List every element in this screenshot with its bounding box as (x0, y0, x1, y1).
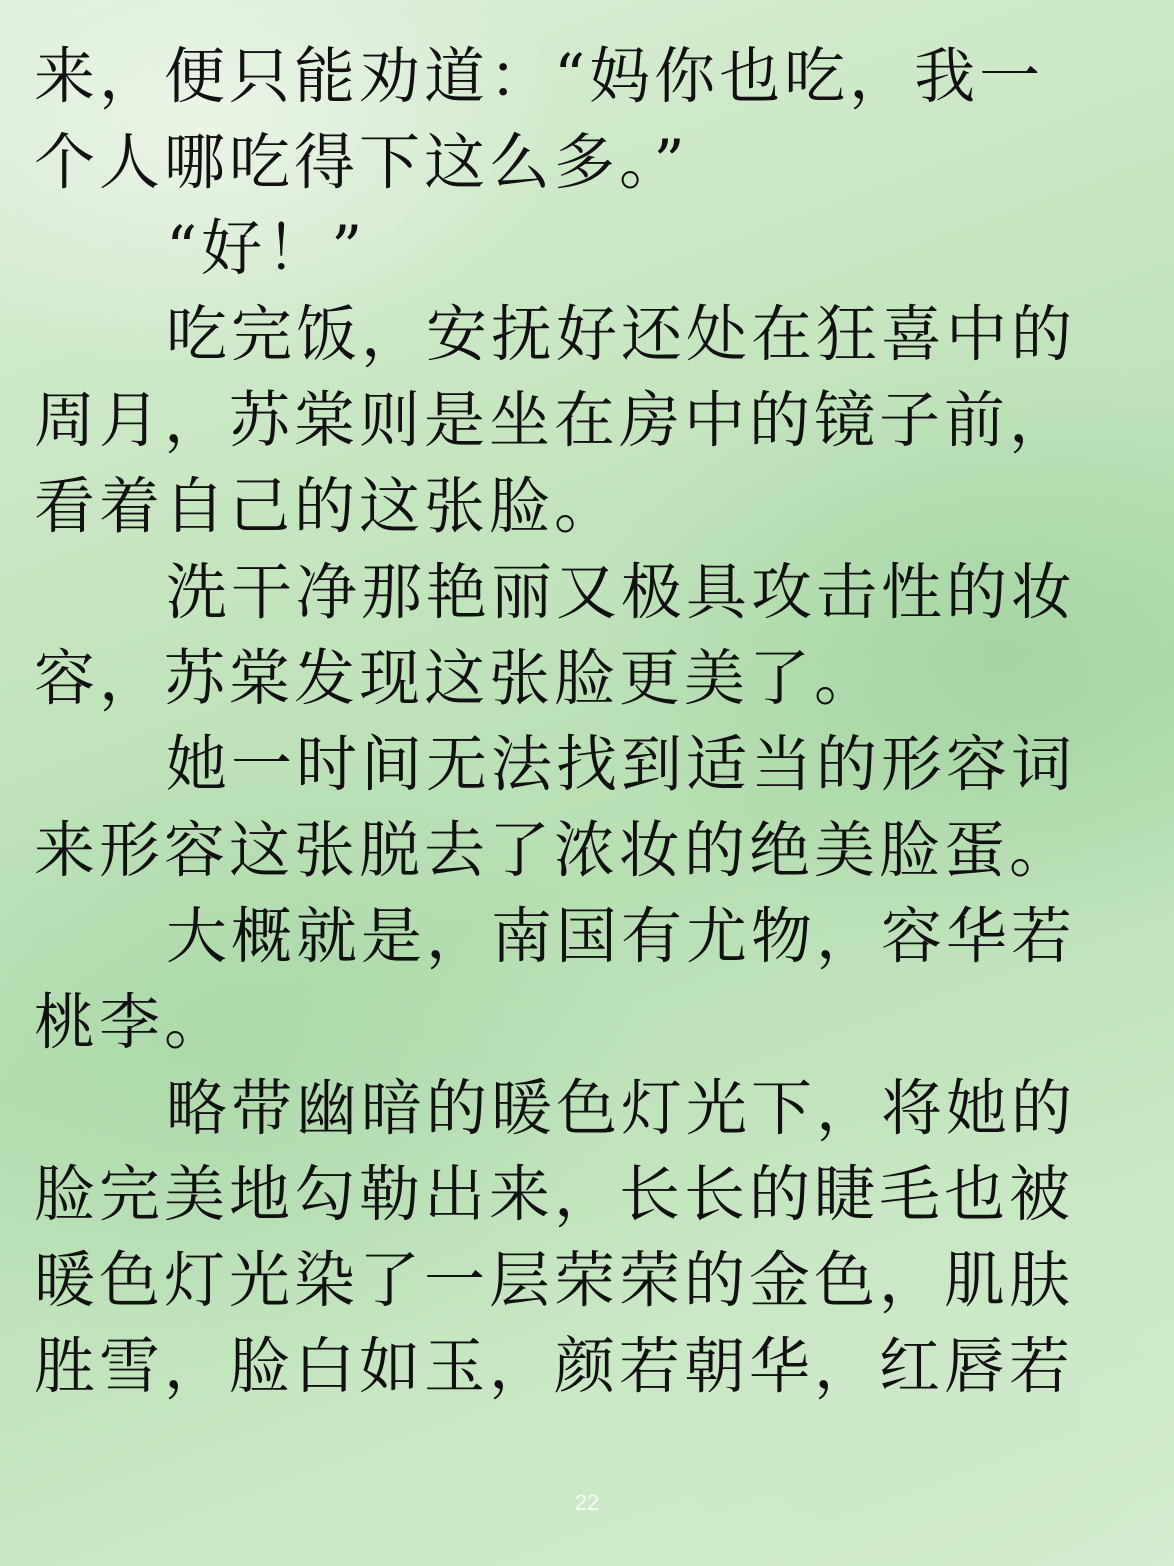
text-line: 容，苏棠发现这张脸更美了。 (34, 643, 880, 714)
text-line: 暖色灯光染了一层荣荣的金色，肌肤 (34, 1245, 1075, 1316)
text-line: 洗干净那艳丽又极具攻击性的妆 (166, 557, 1077, 628)
paragraph (34, 550, 1114, 722)
paragraph (34, 292, 1114, 550)
paragraph (34, 894, 1114, 1066)
paragraph (34, 722, 1114, 894)
text-line: 胜雪，脸白如玉，颜若朝华，红唇若 (34, 1331, 1075, 1402)
text-line: 桃李。 (34, 987, 230, 1058)
paragraph (34, 1066, 1114, 1410)
text-line: 脸完美地勾勒出来，长长的睫毛也被 (34, 1159, 1075, 1230)
text-line: 个人哪吃得下这么多。” (34, 127, 689, 198)
text-line: 来，便只能劝道：“妈你也吃，我一 (34, 41, 1045, 112)
text-line: 吃完饭，安抚好还处在狂喜中的 (166, 299, 1077, 370)
text-line: 略带幽暗的暖色灯光下，将她的 (166, 1073, 1077, 1144)
paragraph (34, 34, 1114, 206)
text-line: 大概就是，南国有尤物，容华若 (166, 901, 1077, 972)
text-line: 来形容这张脱去了浓妆的绝美脸蛋。 (34, 815, 1075, 886)
text-line: “好！” (166, 213, 367, 284)
text-line: 她一时间无法找到适当的形容词 (166, 729, 1077, 800)
paragraph (34, 206, 1114, 292)
text-line: 周月，苏棠则是坐在房中的镜子前， (34, 385, 1075, 456)
page-number: 22 (574, 1490, 600, 1515)
document-body (34, 34, 1114, 1410)
text-line: 看着自己的这张脸。 (34, 471, 620, 542)
